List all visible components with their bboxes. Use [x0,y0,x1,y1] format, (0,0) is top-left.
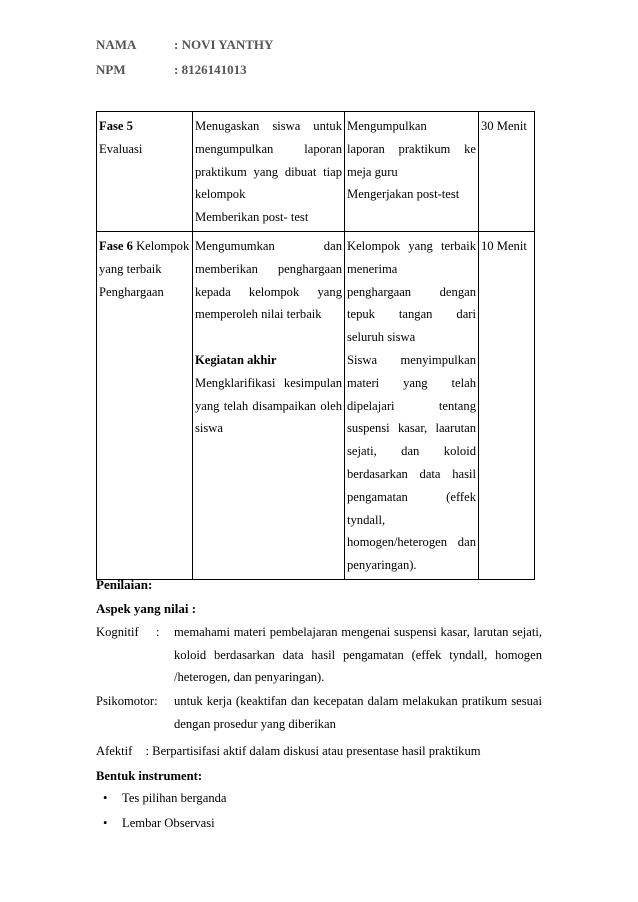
student-line: homogen/heterogen dan [347,535,476,550]
table-row [97,112,535,232]
npm-value: : 8126141013 [174,62,247,77]
phase-title: Fase 6 [99,238,133,253]
student-activity-cell [345,112,479,232]
list-item-text: Lembar Observasi [122,816,215,830]
npm-label: NPM [96,62,126,77]
student-line: tyndall, [347,512,386,527]
teacher-line: memberikan penghargaan [195,261,342,276]
nama-label: NAMA [96,37,137,52]
afektif-label: Afektif [96,744,133,758]
student-line: pengamatan (effek [347,489,476,504]
spacer [195,326,342,349]
afektif-text: : Berpartisifasi aktif dalam diskusi atau presentase hasil praktikum [145,744,481,758]
phase-line: Penghargaan [99,284,164,299]
closing-title: Kegiatan akhir [195,352,277,367]
time-cell [479,112,535,232]
kognitif-colon: : [156,625,160,639]
bullet-icon: • [103,791,108,805]
teacher-line: Menugaskan siswa untuk [195,119,342,133]
bullet-icon: • [103,816,108,830]
phase-line: yang terbaik [99,261,162,276]
teacher-line: Mengumumkan dan [195,238,342,253]
list-item [96,787,227,809]
list-item-text: Tes pilihan berganda [122,791,227,805]
psikomotor-aspect [96,690,542,735]
student-line: materi yang telah [347,375,476,390]
student-activity-cell [345,231,479,579]
student-line: dipelajari tentang [347,398,476,413]
lesson-table [96,111,535,580]
phase-cell [97,231,193,579]
teacher-activity-cell [193,112,345,232]
header-nama [96,37,274,53]
kognitif-label: Kognitif [96,625,139,639]
student-line: laporan praktikum ke [347,141,476,156]
bentuk-list [96,787,227,837]
student-line: sejati, dan koloid [347,444,476,459]
list-item [96,812,227,834]
penilaian-title: Penilaian: [96,577,153,592]
header-npm [96,62,247,78]
phase-cell [97,112,193,232]
closing-line: Mengklarifikasi kesimpulan [195,375,342,390]
teacher-line: kelompok [195,187,246,202]
student-line: berdasarkan data hasil [347,466,476,481]
student-line: meja guru [347,164,398,179]
closing-line: yang telah disampaikan oleh [195,398,342,413]
teacher-line: memperoleh nilai terbaik [195,307,322,322]
student-line: Siswa menyimpulkan [347,352,476,367]
teacher-line: kepada kelompok yang [195,284,342,299]
bentuk-title: Bentuk instrument: [96,769,203,783]
time-value: 10 Menit [481,238,527,253]
time-value: 30 Menit [481,119,527,133]
student-line: penyaringan). [347,558,417,573]
student-line: penghargaan dengan [347,284,476,299]
afektif-aspect [96,744,481,759]
student-line: menerima [347,261,398,276]
table-row [97,231,535,579]
student-line: Kelompok yang terbaik [347,238,476,253]
nama-value: : NOVI YANTHY [174,37,274,52]
kognitif-text: memahami materi pembelajaran mengenai suspensi kasar, larutan sejati, koloid berdasarkan data hasil pengamatan (effek tyndall, homogen /heterogen, dan penyaringan). [174,625,542,685]
student-line: suspensi kasar, laarutan [347,421,476,436]
student-line: tepuk tangan dari [347,307,476,322]
phase-title: Fase 5 [99,119,133,133]
student-line: seluruh siswa [347,330,416,345]
kognitif-aspect [96,621,542,689]
teacher-line: Memberikan post- test [195,210,309,225]
time-cell [479,231,535,579]
phase-name: Evaluasi [99,141,143,156]
student-line: Mengumpulkan [347,119,427,133]
student-line: Mengerjakan post-test [347,187,460,202]
teacher-activity-cell [193,231,345,579]
phase-title-rest: Kelompok [132,238,190,253]
psikomotor-label: Psikomotor: [96,694,158,708]
psikomotor-text: untuk kerja (keaktifan dan kecepatan dalam melakukan pratikum sesuai dengan prosedur yang diberikan [174,694,542,731]
teacher-line: praktikum yang dibuat tiap [195,164,342,179]
aspek-title: Aspek yang nilai : [96,601,197,616]
closing-line: siswa [195,421,223,436]
teacher-line: mengumpulkan laporan [195,141,342,156]
